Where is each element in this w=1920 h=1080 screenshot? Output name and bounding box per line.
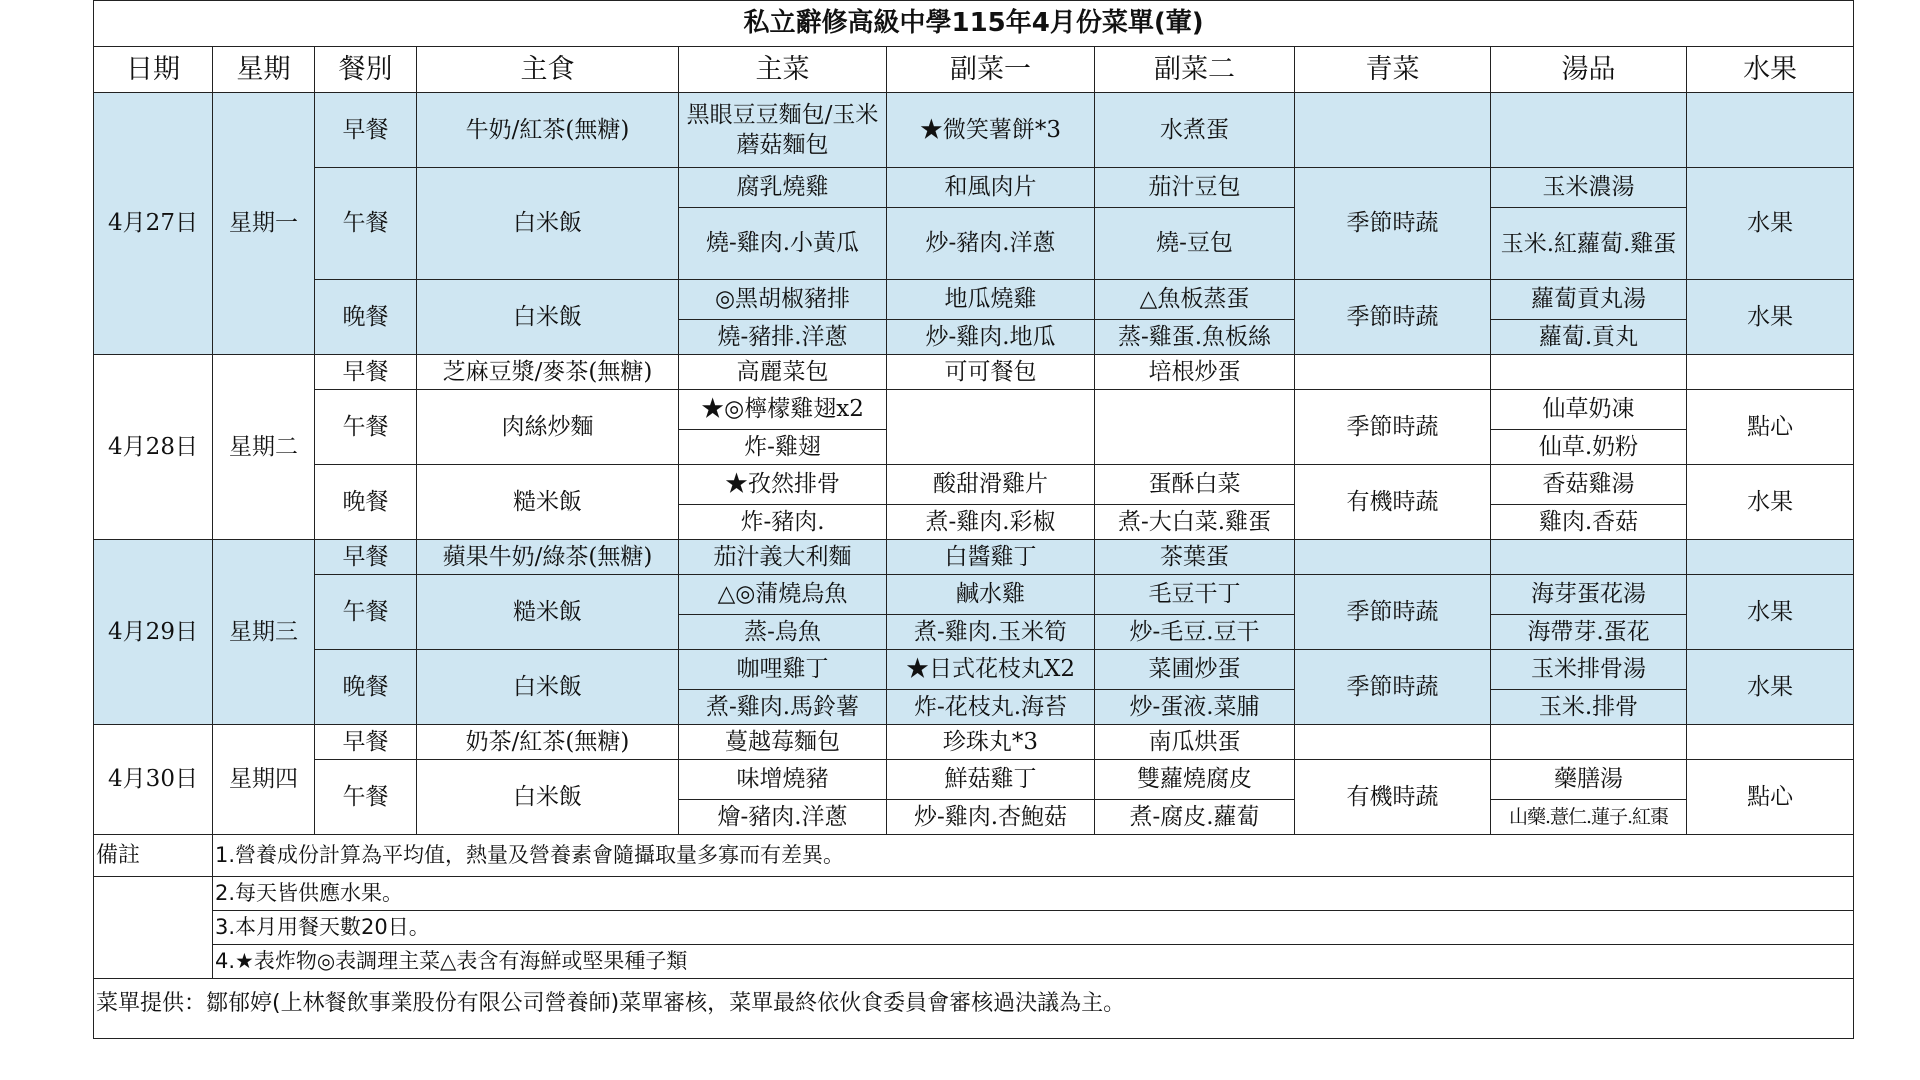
main-dish: ★◎檸檬雞翅x2 <box>679 390 887 430</box>
side-dish-2-ingredients: 煮-腐皮.蘿蔔 <box>1095 800 1295 835</box>
fruit-cell: 點心 <box>1687 390 1854 465</box>
soup-cell <box>1491 540 1687 575</box>
header-fruit: 水果 <box>1687 47 1854 93</box>
soup-ingredients: 海帶芽.蛋花 <box>1491 615 1687 650</box>
main-dish-ingredients: 炸-雞翅 <box>679 430 887 465</box>
fruit-cell: 水果 <box>1687 280 1854 355</box>
main-dish: 味增燒豬 <box>679 760 887 800</box>
side-dish-2: 毛豆干丁 <box>1095 575 1295 615</box>
soup-cell: 玉米排骨湯 <box>1491 650 1687 690</box>
side-dish-1: 珍珠丸*3 <box>887 725 1095 760</box>
side-dish-2: 茄汁豆包 <box>1095 168 1295 208</box>
main-dish: ★孜然排骨 <box>679 465 887 505</box>
main-dish: 黑眼豆豆麵包/玉米蘑菇麵包 <box>679 93 887 168</box>
header-veg: 青菜 <box>1295 47 1491 93</box>
side-dish-1: 可可餐包 <box>887 355 1095 390</box>
meal-label: 午餐 <box>315 390 417 465</box>
main-dish: 咖哩雞丁 <box>679 650 887 690</box>
weekday-cell: 星期四 <box>213 725 315 835</box>
header-weekday: 星期 <box>213 47 315 93</box>
soup-ingredients: 山藥.薏仁.蓮子.紅棗 <box>1491 800 1687 835</box>
fruit-cell <box>1687 540 1854 575</box>
note-line: 1.營養成份計算為平均值，熱量及營養素會隨攝取量多寡而有差異。 <box>213 835 1854 877</box>
meal-label: 早餐 <box>315 355 417 390</box>
side-dish-1: 鹹水雞 <box>887 575 1095 615</box>
note-line: 4.★表炸物◎表調理主菜△表含有海鮮或堅果種子類 <box>213 945 1854 979</box>
notes-blank <box>94 877 213 979</box>
main-dish-ingredients: 燴-豬肉.洋蔥 <box>679 800 887 835</box>
fruit-cell: 水果 <box>1687 465 1854 540</box>
soup-cell: 藥膳湯 <box>1491 760 1687 800</box>
staple-cell: 白米飯 <box>417 650 679 725</box>
main-dish-ingredients: 蒸-烏魚 <box>679 615 887 650</box>
main-dish: 高麗菜包 <box>679 355 887 390</box>
veg-cell: 有機時蔬 <box>1295 760 1491 835</box>
side-dish-2: 蛋酥白菜 <box>1095 465 1295 505</box>
staple-cell: 肉絲炒麵 <box>417 390 679 465</box>
main-dish: 蔓越莓麵包 <box>679 725 887 760</box>
side-dish-1 <box>887 390 1095 465</box>
main-dish-ingredients: 燒-豬排.洋蔥 <box>679 320 887 355</box>
soup-ingredients: 蘿蔔.貢丸 <box>1491 320 1687 355</box>
menu-table <box>93 0 1854 1039</box>
side-dish-1-ingredients: 炒-雞肉.杏鮑菇 <box>887 800 1095 835</box>
veg-cell: 季節時蔬 <box>1295 650 1491 725</box>
header-main: 主菜 <box>679 47 887 93</box>
note-line: 2.每天皆供應水果。 <box>213 877 1854 911</box>
staple-cell: 奶茶/紅茶(無糖) <box>417 725 679 760</box>
header-side1: 副菜一 <box>887 47 1095 93</box>
menu-provider-footer: 菜單提供：鄒郁婷(上林餐飲事業股份有限公司營養師)菜單審核，菜單最終依伙食委員會審核過決議為主。 <box>94 979 1854 1039</box>
fruit-cell: 點心 <box>1687 760 1854 835</box>
veg-cell: 有機時蔬 <box>1295 465 1491 540</box>
side-dish-1: 酸甜滑雞片 <box>887 465 1095 505</box>
side-dish-2-ingredients: 炒-蛋液.菜脯 <box>1095 690 1295 725</box>
side-dish-2: 南瓜烘蛋 <box>1095 725 1295 760</box>
meal-label: 午餐 <box>315 575 417 650</box>
staple-cell: 糙米飯 <box>417 575 679 650</box>
header-meal: 餐別 <box>315 47 417 93</box>
side-dish-2: 水煮蛋 <box>1095 93 1295 168</box>
note-line: 3.本月用餐天數20日。 <box>213 911 1854 945</box>
side-dish-1: ★日式花枝丸X2 <box>887 650 1095 690</box>
main-dish-ingredients: 炸-豬肉. <box>679 505 887 540</box>
header-date: 日期 <box>94 47 213 93</box>
veg-cell <box>1295 725 1491 760</box>
header-soup: 湯品 <box>1491 47 1687 93</box>
side-dish-1: 和風肉片 <box>887 168 1095 208</box>
meal-label: 晚餐 <box>315 465 417 540</box>
weekday-cell: 星期二 <box>213 355 315 540</box>
date-cell: 4月27日 <box>94 93 213 355</box>
date-cell: 4月29日 <box>94 540 213 725</box>
fruit-cell: 水果 <box>1687 650 1854 725</box>
veg-cell: 季節時蔬 <box>1295 390 1491 465</box>
main-dish: 茄汁義大利麵 <box>679 540 887 575</box>
meal-label: 午餐 <box>315 760 417 835</box>
side-dish-1-ingredients: 炸-花枝丸.海苔 <box>887 690 1095 725</box>
date-cell: 4月28日 <box>94 355 213 540</box>
meal-label: 晚餐 <box>315 280 417 355</box>
staple-cell: 白米飯 <box>417 280 679 355</box>
soup-cell: 玉米濃湯 <box>1491 168 1687 208</box>
veg-cell: 季節時蔬 <box>1295 168 1491 280</box>
staple-cell: 芝麻豆漿/麥茶(無糖) <box>417 355 679 390</box>
staple-cell: 蘋果牛奶/綠茶(無糖) <box>417 540 679 575</box>
soup-ingredients: 玉米.排骨 <box>1491 690 1687 725</box>
soup-cell <box>1491 725 1687 760</box>
soup-cell <box>1491 93 1687 168</box>
main-dish-ingredients: 燒-雞肉.小黃瓜 <box>679 208 887 280</box>
side-dish-1: 白醬雞丁 <box>887 540 1095 575</box>
staple-cell: 白米飯 <box>417 760 679 835</box>
fruit-cell: 水果 <box>1687 168 1854 280</box>
notes-label: 備註 <box>94 835 213 877</box>
side-dish-2: △魚板蒸蛋 <box>1095 280 1295 320</box>
main-dish-ingredients: 煮-雞肉.馬鈴薯 <box>679 690 887 725</box>
staple-cell: 糙米飯 <box>417 465 679 540</box>
side-dish-1-ingredients: 煮-雞肉.彩椒 <box>887 505 1095 540</box>
side-dish-1: 鮮菇雞丁 <box>887 760 1095 800</box>
weekday-cell: 星期一 <box>213 93 315 355</box>
side-dish-1-ingredients: 炒-雞肉.地瓜 <box>887 320 1095 355</box>
veg-cell: 季節時蔬 <box>1295 575 1491 650</box>
soup-cell: 海芽蛋花湯 <box>1491 575 1687 615</box>
fruit-cell <box>1687 355 1854 390</box>
header-staple: 主食 <box>417 47 679 93</box>
side-dish-2-ingredients: 蒸-雞蛋.魚板絲 <box>1095 320 1295 355</box>
fruit-cell <box>1687 93 1854 168</box>
main-dish: 腐乳燒雞 <box>679 168 887 208</box>
fruit-cell: 水果 <box>1687 575 1854 650</box>
staple-cell: 白米飯 <box>417 168 679 280</box>
side-dish-2: 雙蘿燒腐皮 <box>1095 760 1295 800</box>
soup-ingredients: 雞肉.香菇 <box>1491 505 1687 540</box>
fruit-cell <box>1687 725 1854 760</box>
soup-cell: 蘿蔔貢丸湯 <box>1491 280 1687 320</box>
meal-label: 午餐 <box>315 168 417 280</box>
side-dish-2: 茶葉蛋 <box>1095 540 1295 575</box>
side-dish-2 <box>1095 390 1295 465</box>
soup-ingredients: 仙草.奶粉 <box>1491 430 1687 465</box>
veg-cell <box>1295 355 1491 390</box>
main-dish: ◎黑胡椒豬排 <box>679 280 887 320</box>
side-dish-2-ingredients: 燒-豆包 <box>1095 208 1295 280</box>
side-dish-1: ★微笑薯餅*3 <box>887 93 1095 168</box>
side-dish-2: 培根炒蛋 <box>1095 355 1295 390</box>
side-dish-2-ingredients: 炒-毛豆.豆干 <box>1095 615 1295 650</box>
staple-cell: 牛奶/紅茶(無糖) <box>417 93 679 168</box>
soup-cell: 香菇雞湯 <box>1491 465 1687 505</box>
side-dish-2-ingredients: 煮-大白菜.雞蛋 <box>1095 505 1295 540</box>
meal-label: 晚餐 <box>315 650 417 725</box>
side-dish-1-ingredients: 炒-豬肉.洋蔥 <box>887 208 1095 280</box>
weekday-cell: 星期三 <box>213 540 315 725</box>
meal-label: 早餐 <box>315 540 417 575</box>
main-dish: △◎蒲燒烏魚 <box>679 575 887 615</box>
soup-ingredients: 玉米.紅蘿蔔.雞蛋 <box>1491 208 1687 280</box>
header-side2: 副菜二 <box>1095 47 1295 93</box>
soup-cell <box>1491 355 1687 390</box>
side-dish-2: 菜圃炒蛋 <box>1095 650 1295 690</box>
meal-label: 早餐 <box>315 725 417 760</box>
soup-cell: 仙草奶凍 <box>1491 390 1687 430</box>
menu-title: 私立辭修高級中學115年4月份菜單(葷) <box>94 1 1854 47</box>
veg-cell <box>1295 540 1491 575</box>
date-cell: 4月30日 <box>94 725 213 835</box>
veg-cell: 季節時蔬 <box>1295 280 1491 355</box>
side-dish-1-ingredients: 煮-雞肉.玉米筍 <box>887 615 1095 650</box>
side-dish-1: 地瓜燒雞 <box>887 280 1095 320</box>
meal-label: 早餐 <box>315 93 417 168</box>
veg-cell <box>1295 93 1491 168</box>
